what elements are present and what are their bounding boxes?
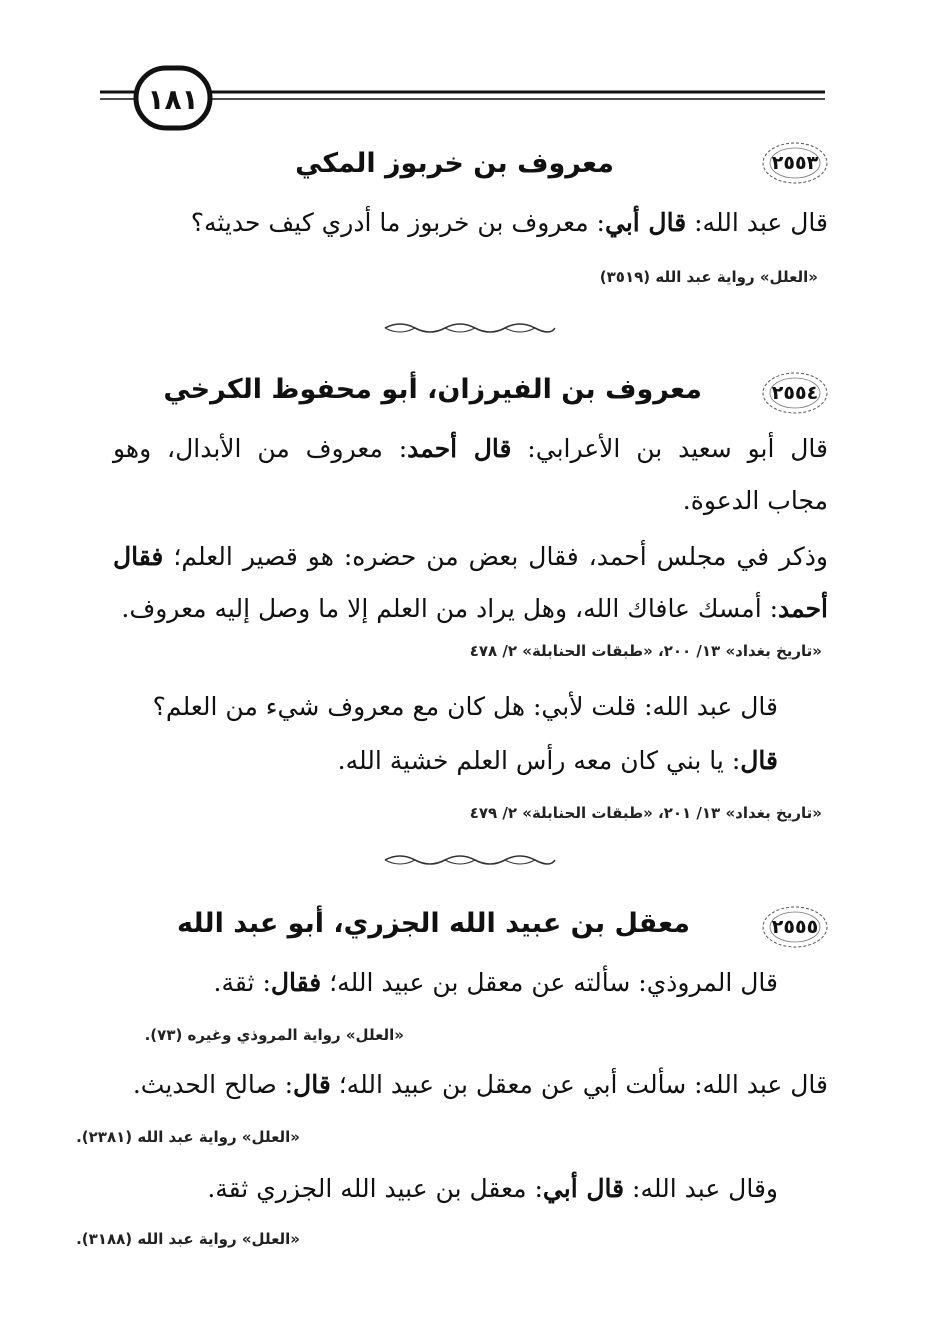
citation: «تاريخ بغداد» ١٣/ ٢٠١، «طبقات الحنابلة» ٢/ ٤٧٩ — [469, 804, 822, 822]
entry-number-badge: ٢٥٥٣ — [760, 140, 830, 186]
text-line: مجاب الدعوة. — [682, 486, 828, 515]
text-line: قال أبو سعيد بن الأعرابي: قال أحمد: معروف من الأبدال، وهو — [113, 434, 829, 463]
ornament-divider — [380, 852, 560, 868]
citation: «تاريخ بغداد» ١٣/ ٢٠٠، «طبقات الحنابلة» ٢/ ٤٧٨ — [469, 642, 822, 660]
text-line: قال المروذي: سألته عن معقل بن عبيد الله؛ فقال: ثقة. — [213, 968, 778, 997]
citation: «العلل» رواية عبد الله (٣١٨٨). — [76, 1230, 300, 1248]
page-number: ١٨١ — [147, 83, 199, 116]
text-line: قال: يا بني كان معه رأس العلم خشية الله. — [337, 746, 778, 775]
text-line: قال عبد الله: قلت لأبي: هل كان مع معروف شيء من العلم؟ — [152, 692, 778, 721]
text-line: قال عبد الله: سألت أبي عن معقل بن عبيد الله؛ قال: صالح الحديث. — [132, 1070, 828, 1099]
entry-number-badge: ٢٥٥٤ — [760, 370, 830, 416]
citation: «العلل» رواية المروذي وغيره (٧٣). — [144, 1026, 404, 1044]
text-line: قال عبد الله: قال أبي: معروف بن خربوز ما أدري كيف حديثه؟ — [190, 208, 828, 237]
entry-number-badge: ٢٥٥٥ — [760, 904, 830, 950]
entry-title: معقل بن عبيد الله الجزري، أبو عبد الله — [177, 908, 690, 939]
ornament-divider — [380, 320, 560, 336]
text-line: وذكر في مجلس أحمد، فقال بعض من حضره: هو قصير العلم؛ فقال — [113, 542, 828, 571]
citation: «العلل» رواية عبد الله (٣٥١٩) — [599, 268, 818, 286]
entry-title: معروف بن الفيرزان، أبو محفوظ الكرخي — [163, 374, 702, 405]
text-line: أحمد: أمسك عافاك الله، وهل يراد من العلم إلا ما وصل إليه معروف. — [121, 594, 828, 623]
entry-title: معروف بن خربوز المكي — [295, 148, 614, 179]
page-header — [100, 62, 825, 138]
citation: «العلل» رواية عبد الله (٢٣٨١). — [76, 1128, 300, 1146]
header-rule — [100, 62, 825, 138]
text-line: وقال عبد الله: قال أبي: معقل بن عبيد الله الجزري ثقة. — [207, 1174, 778, 1203]
